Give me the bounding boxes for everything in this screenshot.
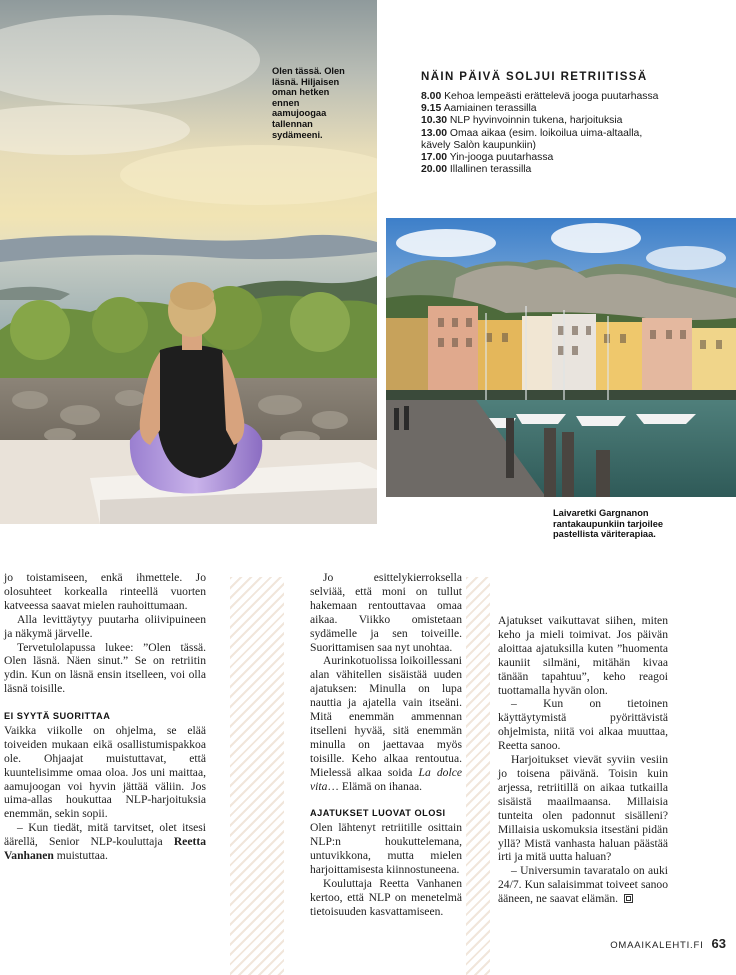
- paragraph: Harjoitukset vievät syviin vesiin jo toisena päivänä. Toisin kuin arjessa, retriitillä on aikaa tutkailla sisäistä maailmaansa. Millaisia tunteita olen padonnut sisälleni? Millaisia uskomuksia itsestäni pidän yllä? Mistä vanhasta haluan päästää irti ja mitä uutta haluan?: [498, 753, 668, 864]
- article-column-1: [4, 571, 206, 863]
- paragraph-text: muistuttaa.: [56, 849, 108, 863]
- article-column-2: [310, 571, 462, 919]
- page-number: 63: [711, 936, 726, 951]
- magazine-website: OMAAIKALEHTI.FI: [610, 940, 704, 951]
- schedule-activity: NLP hyvinvoinnin tukena, harjoituksia: [449, 115, 623, 127]
- schedule-time: 20.00: [421, 164, 448, 176]
- schedule-title: NÄIN PÄIVÄ SOLJUI RETRIITISSÄ: [421, 71, 648, 83]
- paragraph: jo toistamiseen, enkä ihmettele. Jo olosuhteet korkealla rinteellä vuorten katveessa saavat mielen rauhoittumaan.: [4, 571, 206, 612]
- schedule-time: 9.15: [421, 103, 442, 115]
- schedule-activity: Illallinen terassilla: [449, 164, 532, 176]
- end-of-article-icon: [624, 894, 633, 903]
- paragraph: Vaikka viikolle on ohjelma, se elää toiveiden mukaan eikä osallistumispakkoa ole. Ohjaajat muistuttavat, että kuuntelisimme omaa oloa. Jos uni maittaa, aamujoogan voi hyvin jättää väliin. Jos uima-allas houkuttaa NLP-harjoituksia enemmän, sekin sopii.: [4, 723, 206, 821]
- schedule-row: [421, 152, 721, 164]
- schedule-row: [421, 164, 721, 176]
- person-name: Reetta Vanhanen: [4, 835, 206, 863]
- schedule-activity: Omaa aikaa (esim. loikoilua uima-altaalla, kävely Salòn kaupunkiin): [421, 127, 643, 151]
- subheading: EI SYYTÄ SUORITTAA: [4, 711, 111, 722]
- paragraph-text: Aurinkotuolissa loikoillessani alan vähitellen sisäistää uuden ajatuksen: Minulla on lupa nauttia ja ajatella vain itseäni. Mitä enemmän ammennan itselleni hyvää, sitä enemmän minulla on jaettavaa myös toisille. Keho alkaa rentoutua. Mielessä alkaa soida: [310, 654, 462, 779]
- daily-schedule: [421, 71, 721, 176]
- schedule-time: 13.00: [421, 127, 448, 139]
- decorative-stripes: [466, 577, 490, 975]
- harbour-photo: [386, 218, 736, 497]
- schedule-activity: Yin-jooga puutarhassa: [449, 152, 554, 164]
- schedule-activity: Aamiainen terassilla: [443, 103, 537, 115]
- harbour-photo-caption: Laivaretki Gargnanon rantakaupunkiin tarjoilee pastellista väriterapiaa.: [553, 508, 664, 540]
- paragraph: Ajatukset vaikuttavat siihen, miten keho ja mieli toimivat. Jos päivän aloittaa ajatuksilla kuten ”huomenta kauniit silmäni, mitähän kivaa tänään tapahtuu”, keho reagoi tuottamalla hyvän olon.: [498, 614, 668, 697]
- paragraph-text: – Universumin tavaratalo on auki 24/7. Kun salaisimmat toiveet sanoo ääneen, ne saavat elämän.: [498, 864, 668, 906]
- subheading: AJATUKSET LUOVAT OLOSI: [310, 808, 446, 819]
- schedule-time: 17.00: [421, 152, 448, 164]
- schedule-row: [421, 128, 661, 152]
- paragraph-text: – Kun tiedät, mitä tarvitset, olet itsesi äärellä, Senior NLP-kouluttaja: [4, 821, 206, 849]
- paragraph: [498, 864, 668, 906]
- schedule-row: [421, 103, 721, 115]
- decorative-stripes: [230, 577, 284, 975]
- schedule-activity: Kehoa lempeästi erättelevä jooga puutarhassa: [444, 91, 659, 102]
- paragraph: Olen lähtenyt retriitille osittain NLP:n houkuttelemana, untuvikkona, mutta mielen harjoittamisesta kiinnostuneena.: [310, 821, 462, 877]
- yoga-photo-caption: Olen tässä. Olen läsnä. Hiljaisen oman hetken ennen aamujoogaa tallennan sydämeeni.: [272, 66, 345, 140]
- paragraph: Jo esittelykierroksella selviää, että moni on tullut hakemaan rentouttavaa omaa aikaa. Viikko omistetaan sydämelle ja sen toiveille. Suorittamisen saa nyt unohtaa.: [310, 571, 462, 654]
- paragraph: Alla levittäytyy puutarha oliivipuineen ja näkymä järvelle.: [4, 612, 206, 640]
- harbour-photo-illustration: [386, 218, 736, 497]
- schedule-row: [421, 115, 721, 127]
- schedule-row: [421, 91, 721, 103]
- schedule-time: 10.30: [421, 115, 448, 127]
- paragraph: – Kun on tietoinen käyttäytymistä pyörittävistä ohjelmista, niitä voi alkaa muuttaa, Reetta sanoo.: [498, 697, 668, 753]
- italic-phrase: La dolce vita: [310, 765, 462, 793]
- article-column-3: [498, 614, 668, 906]
- page-footer: [556, 936, 726, 951]
- paragraph: Kouluttaja Reetta Vanhanen kertoo, että NLP on menetelmä tietoisuuden kasvattamiseen.: [310, 876, 462, 918]
- paragraph-text: … Elämä on ihanaa.: [327, 779, 423, 793]
- paragraph: Tervetulolapussa lukee: ”Olen tässä. Olen läsnä. Näen sinut.” Se on retriitin ydin. Kun on läsnä ensin itselleen, voi olla läsnä toisille.: [4, 640, 206, 696]
- schedule-time: 8.00: [421, 91, 442, 102]
- paragraph: [4, 821, 206, 863]
- paragraph: [310, 654, 462, 793]
